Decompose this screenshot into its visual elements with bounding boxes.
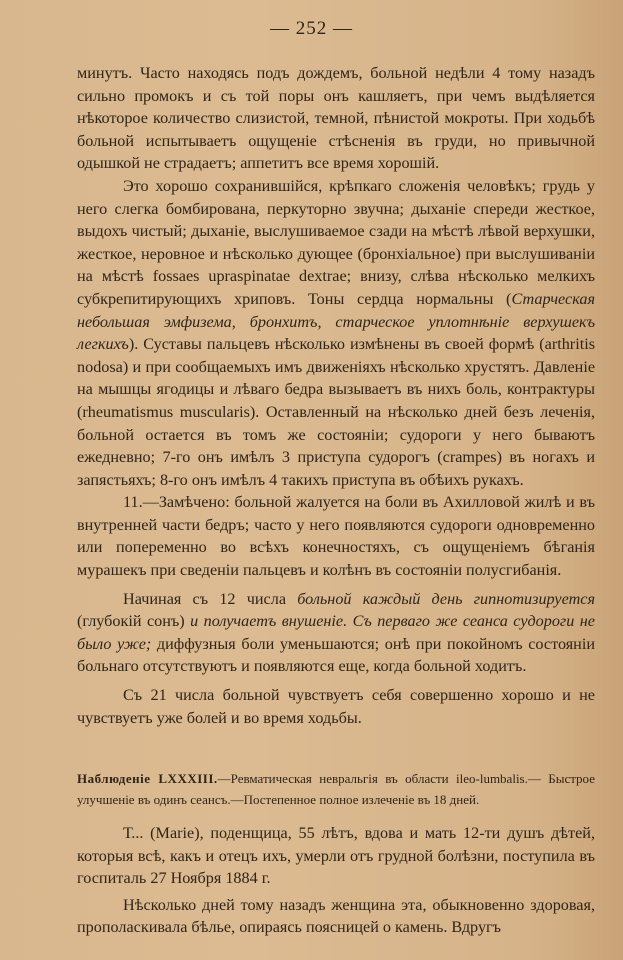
- paragraph-4-lead: Начиная съ 12 числа: [123, 589, 298, 608]
- paragraph-3: 11.—Замѣчено: больной жалуется на боли въ Ахилловой жилѣ и въ внутренней части бедръ; часто у него появляются судороги одновременно или попеременно во всѣхъ конечностяхъ, съ ощущеніемъ бѣганія мурашекъ при сведеніи пальцевъ и колѣнъ въ состояніи полусгибанія.: [77, 493, 595, 580]
- case-paragraph-1: Т... (Marie), поденщица, 55 лѣтъ, вдова и мать 12-ти душъ дѣтей, которыя всѣ, какъ и отецъ ихъ, умерли отъ грудной болѣзни, поступила въ госпиталь 27 Ноября 1884 г.: [77, 824, 595, 888]
- case-paragraph-2: Нѣсколько дней тому назадъ женщина эта, обыкновенно здоровая, прополаскивала бѣлье, опираясь поясницей о камень. Вдругъ: [77, 895, 595, 937]
- observation-summary: —Ревматическая невральгія въ области ileo-lumbalis.— Быстрое улучшеніе въ одинъ сеансъ.—Постепенное полное излеченіе въ 18 дней.: [77, 771, 595, 807]
- paragraph-2-tail: ). Суставы пальцевъ нѣсколько измѣнены въ своей формѣ (arthritis nodosa) и при сообщаемыхъ имъ движеніяхъ нѣсколько хрустятъ. Давленіе на мышцы ягодицы и лѣваго бедра вызываетъ въ нихъ боль, контрактуры (rheumatismus muscularis). Оставленный на нѣсколько дней безъ леченія, больной остается въ томъ же состояніи; судороги у него бываютъ ежедневно; 7-го онъ имѣлъ 3 приступа судорогъ (crampes) въ ногахъ и запястьяхъ; 8-го онъ имѣлъ 4 такихъ приступа въ обѣихъ рукахъ.: [77, 335, 595, 489]
- paragraph-1: минутъ. Часто находясь подъ дождемъ, больной недѣли 4 тому назадъ сильно промокъ и съ той поры онъ кашляетъ, при чемъ выдѣляется нѣкоторое количество слизистой, темной, пѣнистой мокроты. При ходьбѣ больной испытываетъ ощущеніе стѣсненія въ груди, но привычной одышкой не страдаетъ; аппетитъ все время хорошій.: [77, 64, 595, 173]
- observation-heading: [77, 768, 595, 810]
- paragraph-4: [77, 588, 595, 678]
- paragraph-2-diagnosis: Старческая небольшая эмфизема, бронхитъ, старческое уплотнѣніе верхушекъ легкихъ: [77, 289, 595, 354]
- paragraph-5: Съ 21 числа больной чувствуетъ себя совершенно хорошо и не чувствуетъ уже болей и во время ходьбы.: [77, 686, 595, 727]
- paragraph-4-italic-2: и получаетъ внушеніе. Съ перваго же сеанса судороги не было уже;: [77, 612, 595, 653]
- page-number: — 252 —: [270, 18, 353, 39]
- paragraph-4-mid: (глубокій сонъ): [77, 612, 191, 631]
- paragraph-4-tail: диффузныя боли уменьшаются; онѣ при покойномъ состояніи больнаго отсутствуютъ и появляются еще, когда больной ходитъ.: [77, 634, 595, 676]
- paragraph-4-italic-1: больной каждый день гипнотизируется: [297, 589, 595, 608]
- main-text: [77, 62, 595, 729]
- paragraph-2-lead: Это хорошо сохранившійся, крѣпкаго сложенія человѣкъ; грудь у него слегка бомбирована, перкуторно звучна; дыханіе спереди жесткое, выдохъ чистый; дыханіе, выслушиваемое сзади на мѣстѣ лѣвой верхушки, жесткое, неровное и нѣсколько дующее (бронхіальное) при выслушиваніи на мѣстѣ fossaes upraspinatae dextrae; внизу, слѣва нѣсколько мелкихъ субкрепитирующихъ хриповъ. Тоны сердца нормальны (: [77, 176, 595, 308]
- case-text: [77, 822, 595, 939]
- paragraph-2: [77, 175, 595, 491]
- observation-title: Наблюденіе LXXXIII.: [77, 771, 218, 786]
